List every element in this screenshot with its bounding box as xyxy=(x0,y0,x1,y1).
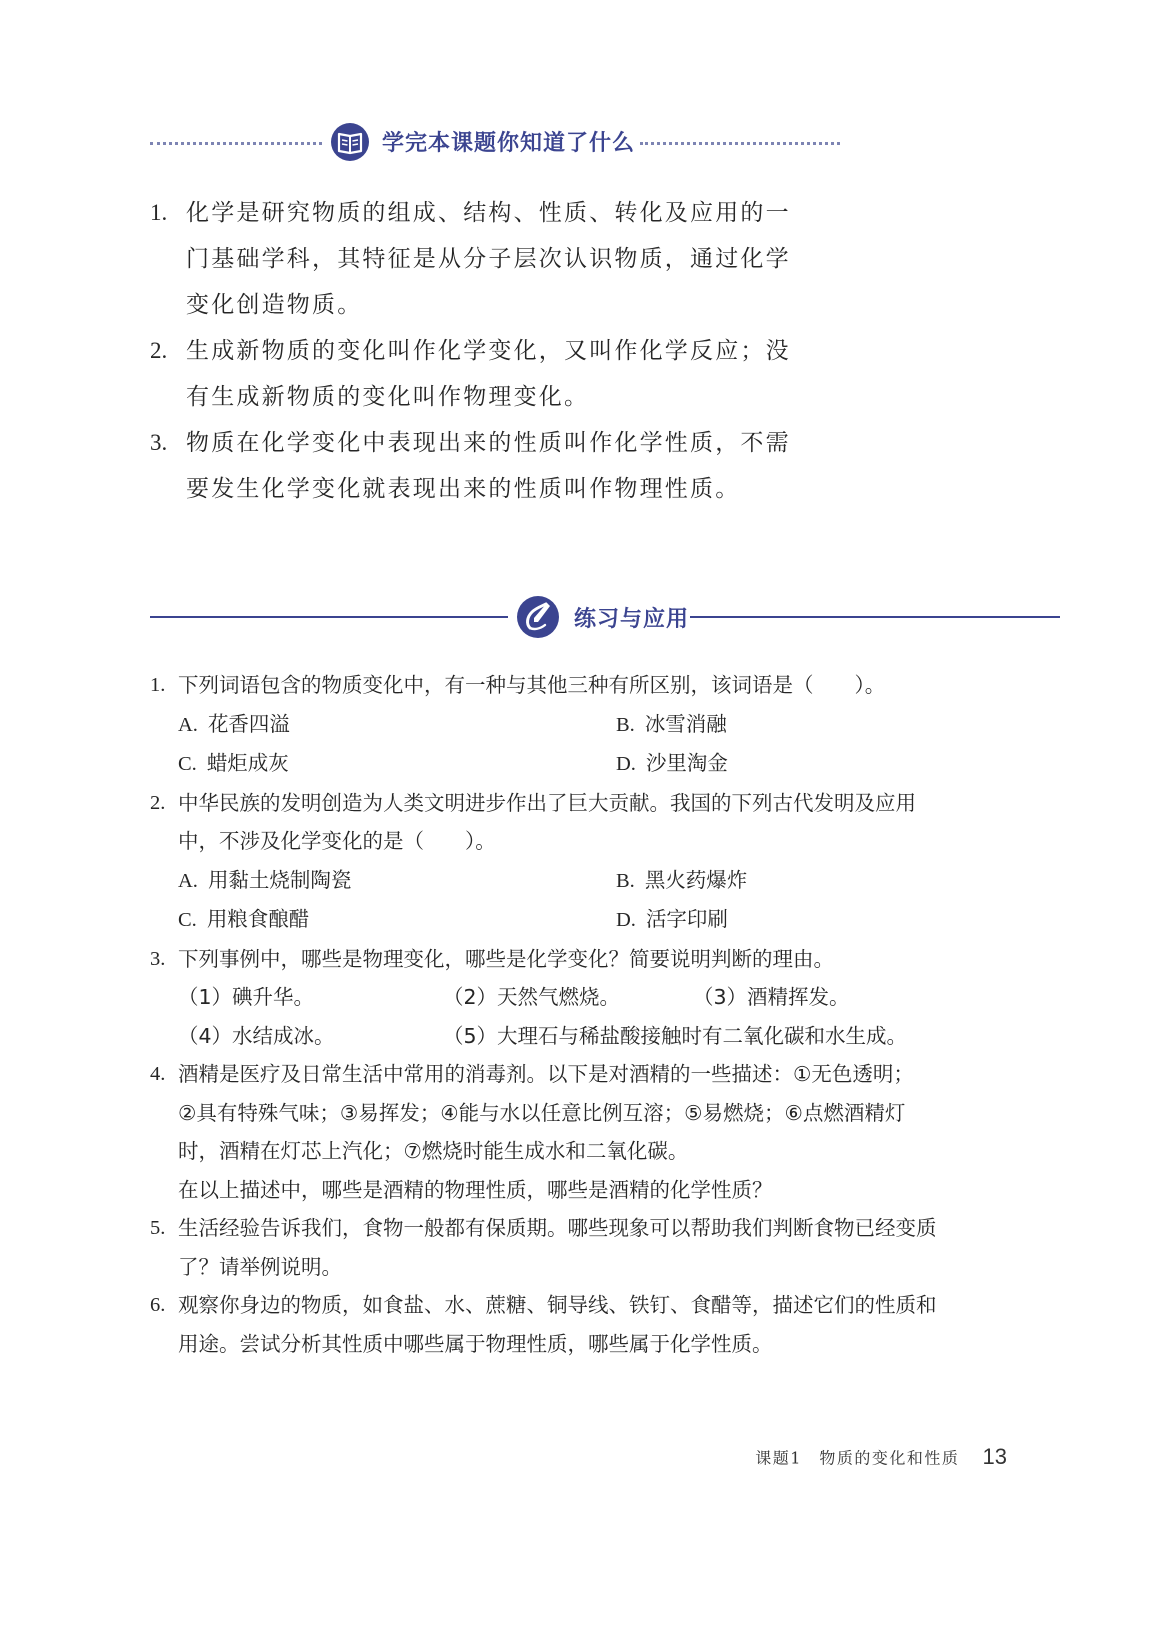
option-text: 蜡炬成灰 xyxy=(206,751,289,775)
option-text: 冰雪消融 xyxy=(644,711,727,736)
question-5 xyxy=(150,1209,1050,1286)
summary-item-line: 物质在化学变化中表现出来的性质叫作化学性质，不需 xyxy=(186,430,791,456)
summary-item-number: 1. xyxy=(150,200,168,225)
sub-item: （5）大理石与稀盐酸接触时有二氧化碳和水生成。 xyxy=(443,1023,908,1048)
sub-item: （1）碘升华。 xyxy=(178,985,315,1009)
question-text: ②具有特殊气味；③易挥发；④能与水以任意比例互溶；⑤易燃烧；⑥点燃酒精灯 xyxy=(178,1100,906,1125)
option-d xyxy=(616,900,916,940)
divider-left xyxy=(150,616,508,618)
question-4 xyxy=(150,1055,1050,1209)
question-text: 生活经验告诉我们，食物一般都有保质期。哪些现象可以帮助我们判断食物已经变质 xyxy=(178,1216,937,1240)
exercise-section-header xyxy=(150,592,1060,642)
question-3 xyxy=(150,940,1050,1056)
summary-item-number: 2. xyxy=(150,338,168,363)
option-text: 活字印刷 xyxy=(645,907,728,931)
question-text: 在以上描述中，哪些是酒精的物理性质，哪些是酒精的化学性质？ xyxy=(178,1177,773,1202)
question-number: 3. xyxy=(150,947,166,970)
question-1 xyxy=(150,666,1050,784)
divider-right xyxy=(690,616,1060,618)
summary-item xyxy=(150,328,850,420)
question-2 xyxy=(150,784,1050,940)
book-icon xyxy=(330,122,370,162)
question-text: 中，不涉及化学变化的是（ ）。 xyxy=(178,829,496,853)
option-d xyxy=(616,744,916,784)
question-number: 1. xyxy=(150,674,166,696)
option-label: B. xyxy=(616,713,635,736)
question-text: 观察你身边的物质，如食盐、水、蔗糖、铜导线、铁钉、食醋等，描述它们的性质和 xyxy=(178,1293,937,1317)
summary-item xyxy=(150,190,850,328)
question-text: 下列词语包含的物质变化中，有一种与其他三种有所区别，该词语是（ ）。 xyxy=(178,673,886,697)
option-group xyxy=(178,705,1050,784)
option-group xyxy=(178,861,1050,940)
question-text: 了？请举例说明。 xyxy=(178,1254,342,1279)
exercise-section-title: 练习与应用 xyxy=(574,607,690,632)
option-label: A. xyxy=(178,713,198,736)
summary-item-line: 门基础学科，其特征是从分子层次认识物质，通过化学 xyxy=(186,246,791,272)
option-b xyxy=(616,861,916,901)
option-label: B. xyxy=(616,869,635,892)
option-b xyxy=(616,705,916,745)
summary-item-line: 生成新物质的变化叫作化学变化，又叫作化学反应；没 xyxy=(186,338,791,364)
question-6 xyxy=(150,1286,1050,1363)
summary-section-title: 学完本课题你知道了什么 xyxy=(382,131,636,156)
question-text: 酒精是医疗及日常生活中常用的消毒剂。以下是对酒精的一些描述：①无色透明； xyxy=(178,1062,914,1086)
sub-item-group xyxy=(178,978,1050,1055)
exercise-list xyxy=(150,666,1050,1363)
summary-item-line: 要发生化学变化就表现出来的性质叫作物理性质。 xyxy=(186,476,741,502)
option-a xyxy=(178,705,616,745)
summary-item-line: 化学是研究物质的组成、结构、性质、转化及应用的一 xyxy=(186,200,791,226)
question-number: 5. xyxy=(150,1217,166,1239)
option-label: A. xyxy=(178,869,198,892)
option-label: D. xyxy=(616,753,636,775)
option-text: 用粮食酿醋 xyxy=(206,907,310,931)
summary-item-line: 变化创造物质。 xyxy=(186,292,363,318)
chapter-title: 课题1 物质的变化和性质 xyxy=(755,1448,960,1468)
question-number: 2. xyxy=(150,791,166,814)
page-number: 13 xyxy=(982,1444,1007,1469)
summary-item xyxy=(150,420,850,512)
option-label: C. xyxy=(178,753,197,775)
option-c xyxy=(178,744,616,784)
summary-section-header xyxy=(150,120,840,166)
summary-list xyxy=(150,190,850,512)
option-a xyxy=(178,861,616,901)
dotted-divider-left xyxy=(150,142,322,145)
option-text: 用黏土烧制陶瓷 xyxy=(207,867,352,892)
sub-item: （3）酒精挥发。 xyxy=(693,985,850,1009)
question-text: 用途。尝试分析其性质中哪些属于物理性质，哪些属于化学性质。 xyxy=(178,1331,773,1356)
pen-icon xyxy=(516,595,560,639)
summary-item-number: 3. xyxy=(150,430,168,455)
option-text: 花香四溢 xyxy=(207,711,290,736)
question-number: 4. xyxy=(150,1063,166,1085)
dotted-divider-right xyxy=(640,142,840,145)
question-text: 中华民族的发明创造为人类文明进步作出了巨大贡献。我国的下列古代发明及应用 xyxy=(178,790,916,815)
question-text: 时，酒精在灯芯上汽化；⑦燃烧时能生成水和二氧化碳。 xyxy=(178,1139,689,1163)
option-text: 沙里淘金 xyxy=(645,751,728,775)
option-label: D. xyxy=(616,909,636,931)
question-number: 6. xyxy=(150,1294,166,1316)
summary-item-line: 有生成新物质的变化叫作物理变化。 xyxy=(186,384,590,410)
question-text: 下列事例中，哪些是物理变化，哪些是化学变化？简要说明判断的理由。 xyxy=(178,946,834,971)
sub-item: （4）水结成冰。 xyxy=(178,1023,335,1048)
sub-item: （2）天然气燃烧。 xyxy=(443,985,621,1009)
option-label: C. xyxy=(178,909,197,931)
page-footer xyxy=(755,1444,1007,1470)
option-text: 黑火药爆炸 xyxy=(644,867,748,892)
option-c xyxy=(178,900,616,940)
